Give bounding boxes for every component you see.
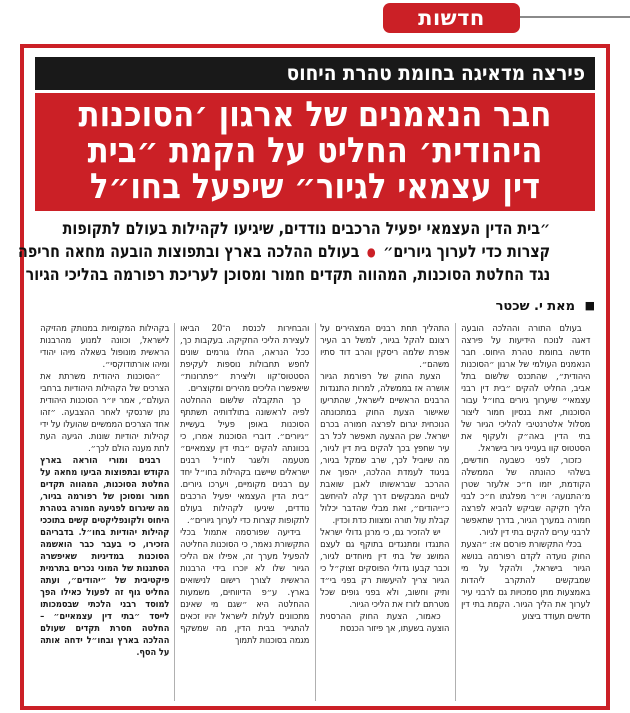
kicker-bar (35, 57, 595, 90)
paragraph: כאמור, הצעת החוק ההרסנית הוצעה בשעתו, אך פיזור הכנסת (320, 611, 450, 634)
paragraph: בכלי התקשורת פורסם אז: ״הצעת החוק נועדה לקדם רפורמה בנושא הגיור בישראל, ולהקל על מי שמבקשים להתקרב ליהדות באמצעות מתן סמכויות גם לרבני עיר לערוך את הליך הגיור. הקמת בתי דין חדשים תעודד ביצוע (460, 539, 590, 622)
article-frame (20, 44, 610, 710)
section-badge-news[interactable]: חדשות (383, 3, 520, 33)
body-column-4 (35, 323, 174, 701)
headline-line: חבר הנאמנים של ארגון ׳הסוכנות (78, 95, 552, 135)
paragraph: יש להזכיר גם, כי מרנן גדולי ישראל התנגדו ומתנגדים בתוקף גם לעצם המושג של בתי דין מיוחדים לגיור, וכבר קבעו גדולי הפוסקים זצוק״ל כי הגיור צריך להיעשות רק בפני בי״ד ותיק וחשוב, ולא בפני גופים שכל מטרתם לזרז את הליכי הגיור. (320, 527, 450, 610)
paragraph: והבחירות לכנסת ה־20 הביאו לעצירת הליכי החקיקה. בעקבות כך, ככל הנראה, החלו גורמים שונים לחפש תחבולות נוספות לעקיפת הסטטוס־קוו וליצירת ״פתרונות״ שיאפשרו הליכים מהירים ומקוצרים. (180, 323, 310, 394)
body-column-2 (315, 323, 455, 701)
article-body (35, 323, 595, 701)
headline (35, 93, 595, 211)
body-column-3 (174, 323, 314, 701)
paragraph: כך התקבלה שלשום ההחלטה לפיה לראשונה בתולדותיה תשתתף הסוכנות באופן פעיל בעשיית ״גיורים״. דוברי הסוכנות אמרו, כי בכוונתה להקים ״בתי דין עצמאיים״ מטעמה ולשגר לחו״ל רבנים ישראלים שיישבו בקהילות בחו״ל יחד עם רבנים מקומיים, ויערכו גיורים. ״בית הדין העצמאי יפעיל הרכבים נודדים, שיגיעו לקהילות בעולם לתקופות קצרות כדי לערוך גיורים״. (180, 395, 310, 526)
bullet-separator-icon: ● (366, 245, 376, 259)
subhead-text: קצרות כדי לערוך גיורים״ (383, 242, 551, 262)
byline (35, 299, 595, 317)
paragraph: בידיעה שפורסמה אתמול בכלי התקשורת נאמר, כי הסוכנות החליטה להפעיל מערך זה, אפילו אם הליכי הגיור שלו לא יוכרו בידי הרבנות הראשית לצורך רישום לנישואים בארץ. ע״פ הדיווחים, משמעות ההחלטה היא ״שגם מי שאינם מתכוונים לעלות לישראל יהיו זכאים להתגייר בבית הדין, מה שמשקף מגמה בסוכנות לתמוך (180, 527, 310, 646)
headline-line: דין עצמאי לגיור״ שיפעל בחו״ל (89, 167, 541, 207)
body-column-1 (455, 323, 595, 701)
paragraph: בעולם התורה וההלכה הובעה דאגה לנוכח הידיעות על פירצה חדשה בחומת טהרת היחוס. חבר הנאמנים העולמי של ארגון ״הסוכנות היהודית״, שהתכנס שלשום בתל אביב, החליט להקים ״בית דין רבני עצמאי״ שיערוך גיורים בחו״ל עבור הסוכנות, זאת בנסיון חמור ליצור מסלול אלטרנטיבי להליכי הגיור של בתי הדין באה״ק ולעקוף את הסטטוס קוו בענייני גיור בישראל. (460, 323, 590, 454)
subhead-line (18, 241, 551, 264)
paragraph-bold-protest: רבנים ומורי הוראה בארץ הקודש ובתפוצות הביעו מחאה על החלטת הסוכנות, המהווה תקדים חמור ומסוכן של רפורמה בגיור, מה שיגרום לפגיעה חמורה בטהרת היחוס ולקונפליקטים קשים בתוככי קהילות יהודיות בחו״ל. בדבריהם הזכירו, כי בעבר כבר הואשמה הסוכנות במדיניות שאיפשרה הסתננות של המוני נכרים בתרמית פיקטיבית של ״יהודים״, ועתה החליט גוף זה לפעול כאילו הפך למוסד רבני הלכתי שבסמכותו לייסד ״בתי דין עצמאיים״ – החלטה חסרת תקדים שעולם ההלכה בארץ ובחו״ל ידחה אותה על הסף. (40, 455, 170, 658)
paragraph: ״הסוכנות היהודית משרתת את הצרכים של הקהילות היהודיות ברחבי העולם״, אמר יו״ר הסוכנות היהודית נתן שרנסקי לאחר ההצבעה. ״זהו אחד הצרכים הממשיים שהועלו על ידי קהילות יהודיות שונות. הגיעה העת לתת מענה הולם לכך״. (40, 371, 170, 454)
subhead-line: ״בית הדין העצמאי יפעיל הרכבים נודדים, שיגיעו לקהילות בעולם לתקופות (62, 219, 551, 239)
masthead (0, 0, 630, 44)
subhead-line: נגד החלטת הסוכנות, המהווה תקדים חמור ומסוכן לעריכת רפורמה בהליכי הגיור (25, 265, 551, 285)
paragraph: כזכור, לפני כשבעה חודשים, בשלהי כהונתה של הממשלה הקודמת, יזמו ח״כ אלעזר שטרן מ׳התנועה׳ ויו״ר מפלגתו ח״כ לבני הליך חקיקה שביקש להביא לפרצה חמורה במערך הגיור, בדרך שתאפשר לרבני ערים להקים בתי דין לגיור. (460, 455, 590, 538)
subhead-text: בעולם ההלכה בארץ ובתפוצות הובעה מחאה חריפה (18, 242, 360, 262)
paragraph: התהליך תחת רבנים המצהירים על רצונם להקל בגיור, למשל רב העיר אפרת שלמה ריסקין והרב דוד סתיו משהם״. (320, 323, 450, 370)
byline-square-icon: ■ (584, 299, 595, 312)
headline-line: היהודית׳ החליט על הקמת ״בית (87, 131, 543, 171)
kicker-text: פירצה מדאיגה בחומת טהרת היחוס (286, 61, 585, 85)
paragraph: בקהילות המקומיות במנותק מהזיקה לישראל, וכוונה למנוע מהרבנות הראשית מונופול בשאלה מיהו יהודי ומיהו אורתודוקסי״. (40, 323, 170, 370)
masthead-rule (516, 16, 630, 18)
paragraph: הצעת החוק של רפורמת הגיור אושרה אז בממשלה, למרות התנגדות הרבנים הראשיים לישראל, שהתריעו שאישור הצעת החוק במתכונתה הנוכחית יגרום לפרצה חמורה בכרם ישראל. שכן ההצעה תאפשר לכל רב עיר שחפץ בכך להקים בית דין לגיור, מה שיוביל לכך, שרב שמקל בגיור, בניגוד לעמדת ההלכה, יהפוך את ההרכב שבראשותו לאבן שואבת לגויים המבקשים דרך קלה להיחשב כ״יהודים״, זאת מבלי שהדבר יכלול קבלת עול תורה ומצוות כדת וכדין. (320, 371, 450, 526)
byline-text: מאת י. שכטר (495, 299, 576, 314)
subheadline (18, 218, 595, 287)
